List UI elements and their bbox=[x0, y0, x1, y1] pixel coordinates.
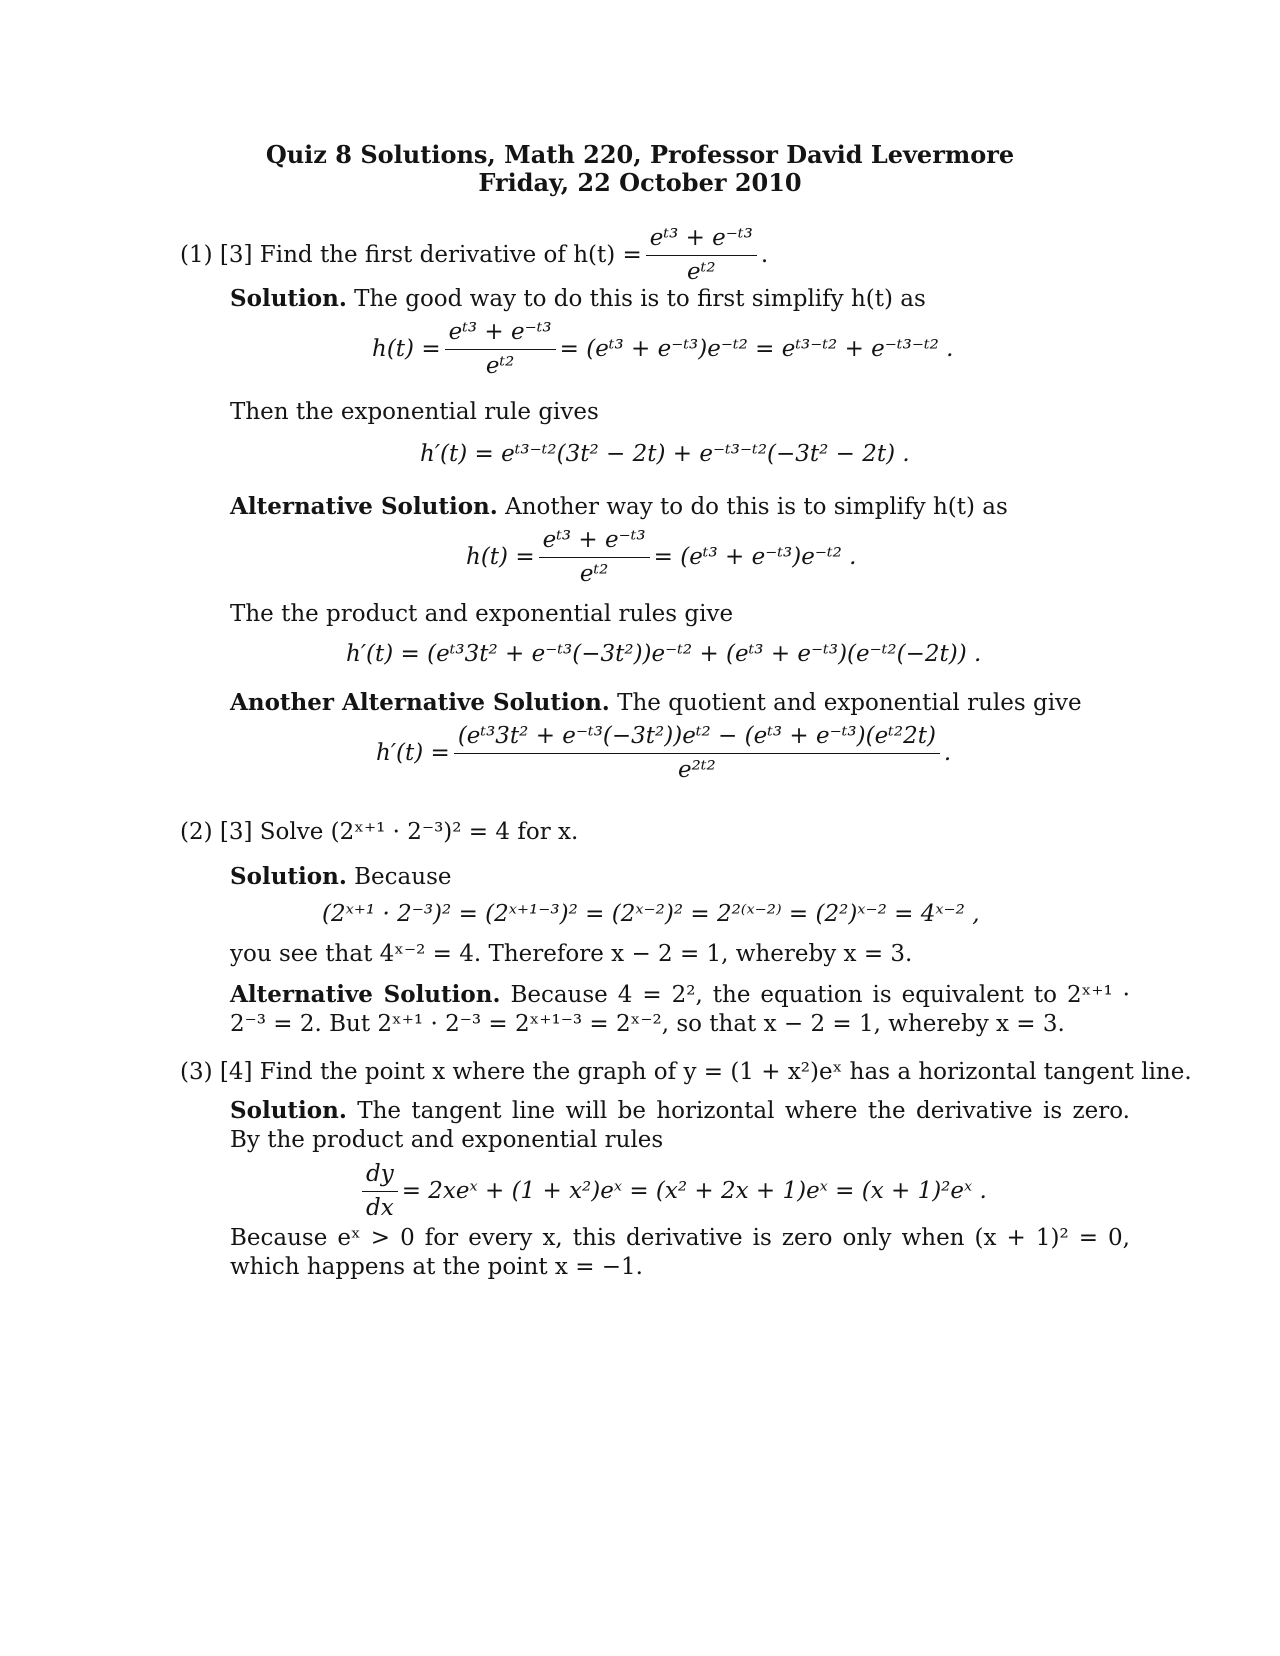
fraction-numerator: eᵗ³ + e⁻ᵗ³ bbox=[445, 318, 556, 350]
problem-2-conclusion: you see that 4ˣ⁻² = 4. Therefore x − 2 = 1, whereby x = 3. bbox=[230, 941, 913, 967]
solution-text: Because bbox=[354, 864, 452, 890]
equation-fraction bbox=[454, 722, 940, 785]
fraction-denominator: eᵗ² bbox=[485, 353, 515, 379]
fraction-denominator: e²ᵗ² bbox=[678, 757, 716, 783]
equation-fraction bbox=[445, 318, 556, 381]
solution-label: Solution. bbox=[230, 863, 347, 890]
solution-text: The good way to do this is to first simplify h(t) as bbox=[354, 286, 926, 312]
fraction-numerator: dy bbox=[362, 1160, 398, 1192]
equation-period: . bbox=[943, 740, 952, 766]
equation-rhs: = 2xeˣ + (1 + x²)eˣ = (x² + 2x + 1)eˣ = (x + 1)²eˣ . bbox=[401, 1178, 987, 1204]
document-title: Quiz 8 Solutions, Math 220, Professor David Levermore bbox=[265, 140, 1015, 169]
problem-1-equation-5 bbox=[376, 722, 951, 785]
document-date: Friday, 22 October 2010 bbox=[478, 168, 802, 197]
alternative-solution-text: Because 4 = 2², the equation is equivalent to 2ˣ⁺¹ · 2⁻³ = 2. But 2ˣ⁺¹ · 2⁻³ = 2ˣ⁺¹⁻³ = 2ˣ⁻², so that x − 2 = 1, whereby x = 3. bbox=[230, 982, 1130, 1037]
problem-2-solution bbox=[230, 862, 452, 892]
solution-label: Solution. bbox=[230, 285, 347, 312]
period: . bbox=[760, 242, 769, 268]
problem-1-product-text: The the product and exponential rules give bbox=[230, 601, 734, 627]
solution-label: Solution. bbox=[230, 1097, 347, 1124]
problem-1-equation-1 bbox=[372, 318, 953, 381]
equation-fraction bbox=[539, 526, 650, 589]
equation-rhs: = (eᵗ³ + e⁻ᵗ³)e⁻ᵗ² = eᵗ³⁻ᵗ² + e⁻ᵗ³⁻ᵗ² . bbox=[559, 336, 954, 362]
problem-3-equation bbox=[358, 1160, 987, 1223]
alternative-solution-label: Alternative Solution. bbox=[230, 981, 501, 1008]
problem-1-alternative-solution bbox=[230, 492, 1008, 522]
problem-3-conclusion: Because eˣ > 0 for every x, this derivative is zero only when (x + 1)² = 0, which happens at the point x = −1. bbox=[230, 1225, 1130, 1280]
fraction-denominator: eᵗ² bbox=[579, 561, 609, 587]
equation-lhs: h′(t) = bbox=[376, 740, 450, 766]
solution-text: The tangent line will be horizontal where the derivative is zero. By the product and exponential rules bbox=[230, 1098, 1130, 1153]
problem-1-another-alternative bbox=[230, 688, 1082, 718]
another-alternative-text: The quotient and exponential rules give bbox=[617, 690, 1082, 716]
problem-3-statement: (3) [4] Find the point x where the graph of y = (1 + x²)eˣ has a horizontal tangent line. bbox=[180, 1059, 1192, 1085]
problem-2-equation: (2ˣ⁺¹ · 2⁻³)² = (2ˣ⁺¹⁻³)² = (2ˣ⁻²)² = 2²⁽ˣ⁻²⁾ = (2²)ˣ⁻² = 4ˣ⁻² , bbox=[322, 901, 980, 927]
problem-1-equation-2: h′(t) = eᵗ³⁻ᵗ²(3t² − 2t) + e⁻ᵗ³⁻ᵗ²(−3t² − 2t) . bbox=[420, 441, 910, 467]
problem-1-statement bbox=[180, 224, 768, 287]
equation-rhs: = (eᵗ³ + e⁻ᵗ³)e⁻ᵗ² . bbox=[653, 544, 857, 570]
problem-1-then-text: Then the exponential rule gives bbox=[230, 399, 599, 425]
problem-1-equation-4: h′(t) = (eᵗ³3t² + e⁻ᵗ³(−3t²))e⁻ᵗ² + (eᵗ³ + e⁻ᵗ³)(e⁻ᵗ²(−2t)) . bbox=[346, 641, 982, 667]
problem-1-label: (1) [3] Find the first derivative of h(t) = bbox=[180, 242, 642, 268]
another-alternative-label: Another Alternative Solution. bbox=[230, 689, 610, 716]
equation-lhs: h(t) = bbox=[372, 336, 441, 362]
fraction-denominator: dx bbox=[366, 1195, 394, 1221]
derivative-fraction bbox=[362, 1160, 398, 1223]
fraction-numerator: (eᵗ³3t² + e⁻ᵗ³(−3t²))eᵗ² − (eᵗ³ + e⁻ᵗ³)(eᵗ²2t) bbox=[454, 722, 940, 754]
alternative-solution-text: Another way to do this is to simplify h(t) as bbox=[505, 494, 1008, 520]
fraction-numerator: eᵗ³ + e⁻ᵗ³ bbox=[646, 224, 757, 256]
problem-1-equation-3 bbox=[466, 526, 856, 589]
problem-2-statement: (2) [3] Solve (2ˣ⁺¹ · 2⁻³)² = 4 for x. bbox=[180, 819, 579, 845]
problem-2-alternative-solution bbox=[230, 980, 1130, 1039]
problem-3-solution bbox=[230, 1096, 1130, 1155]
fraction-numerator: eᵗ³ + e⁻ᵗ³ bbox=[539, 526, 650, 558]
equation-lhs: h(t) = bbox=[466, 544, 535, 570]
alternative-solution-label: Alternative Solution. bbox=[230, 493, 498, 520]
problem-1-solution bbox=[230, 284, 926, 314]
fraction-denominator: eᵗ² bbox=[687, 259, 716, 285]
problem-1-fraction bbox=[646, 224, 757, 287]
